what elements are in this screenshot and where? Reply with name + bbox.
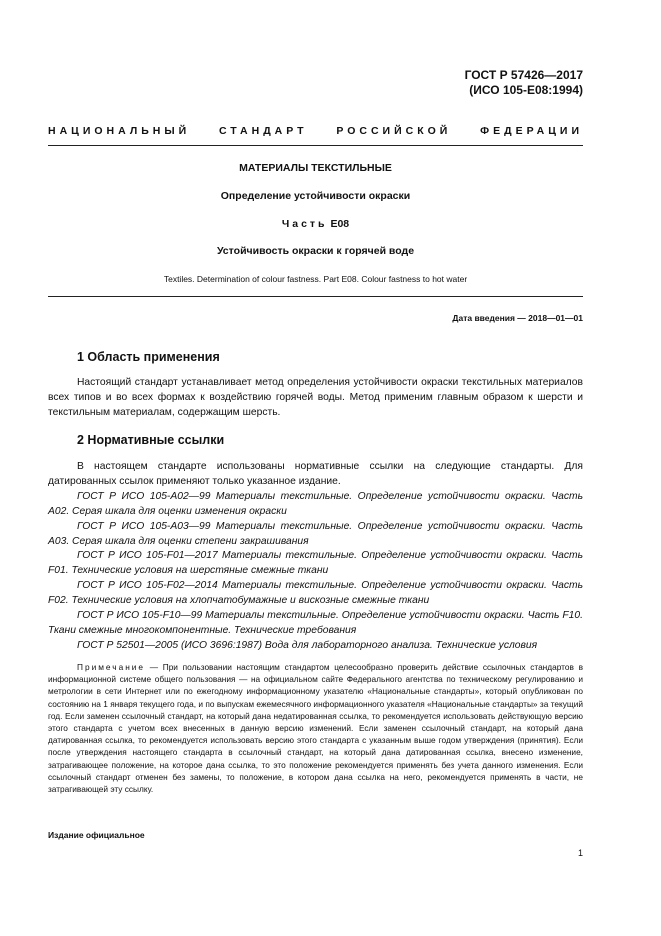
national-standard-banner: НАЦИОНАЛЬНЫЙ СТАНДАРТ РОССИЙСКОЙ ФЕДЕРАЦИИ	[48, 125, 583, 137]
standard-part-title: Устойчивость окраски к горячей воде	[216, 245, 415, 257]
page-number: 1	[577, 848, 583, 858]
title-divider	[48, 296, 583, 297]
header-divider	[48, 145, 583, 146]
standard-part	[48, 218, 583, 230]
reference-item: ГОСТ Р ИСО 105-F02—2014 Материалы текстильные. Определение устойчивости окраски. Часть F02. Технические условия на хлопчатобумажные и вискозные смежные ткани	[48, 580, 583, 607]
note-label: Примечание	[77, 662, 146, 672]
standard-main-title: МАТЕРИАЛЫ ТЕКСТИЛЬНЫЕ	[239, 162, 392, 174]
normative-references	[48, 460, 583, 654]
note-text: — При пользовании настоящим стандартом целесообразно проверить действие ссылочных стандартов в информационной системе общего пользования — на официальном сайте Федерального агентства по техническому регулированию и метрологии в сети Интернет или по ежегодному информационному указателю «Национальные стандарты», который опубликован по состоянию на 1 января текущего года, и по выпускам ежемесячного информационного указателя «Национальные стандарты» за текущий год. Если заменен ссылочный стандарт, на который дана недатированная ссылка, то рекомендуется использовать действующую версию этого стандарта с учетом всех внесенных в данную версию изменений. Если заменен ссылочный стандарт, на который дана датированная ссылка, то рекомендуется использовать версию этого стандарта с указанным выше годом утверждения (принятия). Если после утверждения настоящего стандарта в ссылочный стандарт, на который дана датированная ссылка, внесено изменение, затрагивающее положение, на которое дана ссылка, то это положение рекомендуется применять без учета данного изменения. Если ссылочный стандарт отменен без замены, то положение, в котором дана ссылка на него, рекомендуется применять в части, не затрагивающей эту ссылку.	[48, 662, 583, 795]
gost-number: ГОСТ Р 57426—2017	[464, 68, 583, 82]
section-1-paragraph: Настоящий стандарт устанавливает метод определения устойчивости окраски текстильных материалов всех типов и во всех формах к воздействию горячей воды. Метод применим главным образом к шерсти и текстильным материалам, содержащим шерсть.	[48, 377, 583, 418]
reference-item: ГОСТ Р 52501—2005 (ИСО 3696:1987) Вода для лабораторного анализа. Технические условия	[77, 639, 538, 651]
reference-item: ГОСТ Р ИСО 105-F10—99 Материалы текстильные. Определение устойчивости окраски. Часть F10. Ткани смежные многокомпонентные. Технические требования	[48, 610, 583, 636]
standard-subtitle: Определение устойчивости окраски	[220, 190, 411, 202]
official-edition-label: Издание официальное	[48, 830, 145, 840]
part-word: Часть	[281, 218, 328, 230]
section-1-heading: 1 Область применения	[77, 350, 220, 364]
reference-item: ГОСТ Р ИСО 105-А02—99 Материалы текстильные. Определение устойчивости окраски. Часть А02. Серая шкала для оценки изменения окраски	[48, 490, 583, 517]
iso-number: (ИСО 105-Е08:1994)	[469, 83, 583, 97]
introduction-date: Дата введения — 2018—01—01	[452, 313, 583, 323]
references-intro: В настоящем стандарте использованы нормативные ссылки на следующие стандарты. Для датированных ссылок применяют только указанное издание.	[48, 461, 583, 487]
part-code: Е08	[330, 218, 350, 230]
references-note	[48, 661, 583, 795]
section-1-text	[48, 376, 583, 421]
section-2-heading: 2 Нормативные ссылки	[77, 433, 225, 447]
reference-item: ГОСТ Р ИСО 105-А03—99 Материалы текстильные. Определение устойчивости окраски. Часть А03. Серая шкала для оценки степени закрашивания	[48, 520, 583, 547]
reference-item: ГОСТ Р ИСО 105-F01—2017 Материалы текстильные. Определение устойчивости окраски. Часть F01. Технические условия на шерстяные смежные ткани	[48, 550, 583, 577]
english-title: Textiles. Determination of colour fastness. Part E08. Colour fastness to hot water	[163, 274, 468, 284]
document-identifier	[465, 68, 583, 98]
